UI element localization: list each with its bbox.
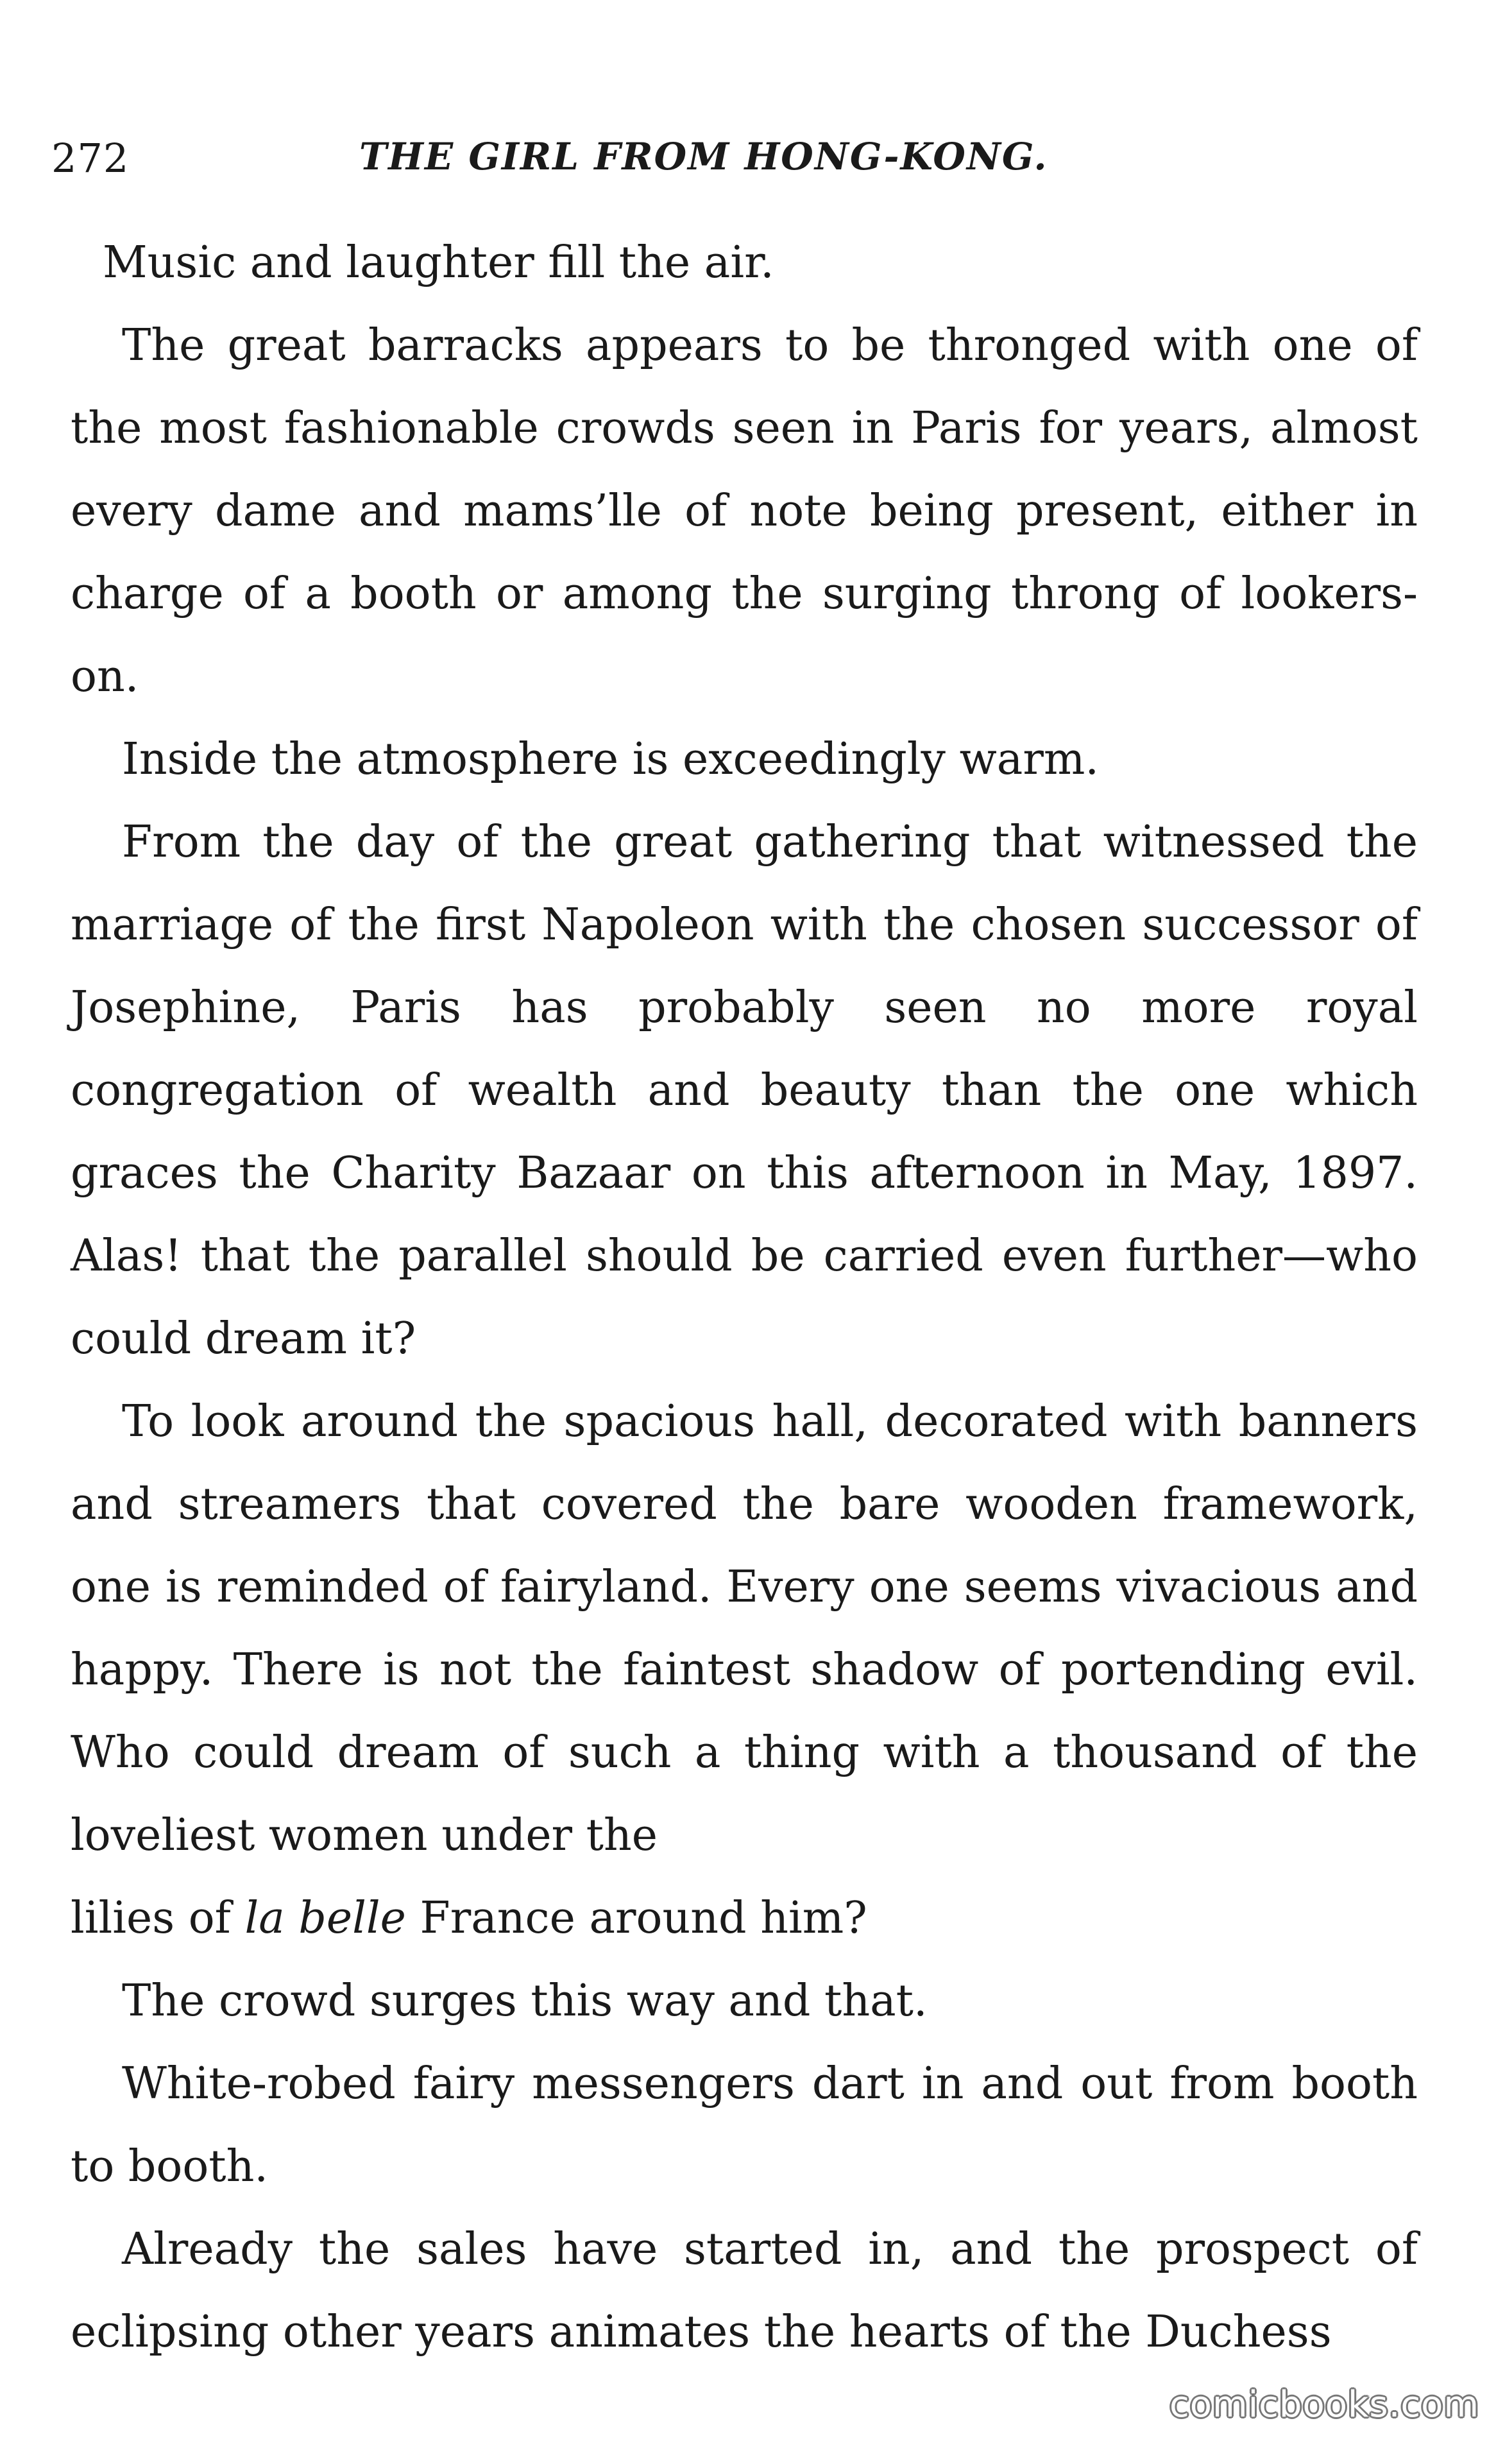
- paragraph: Inside the atmosphere is exceedingly warm.: [122, 734, 1099, 785]
- page-number: 272: [51, 135, 130, 182]
- text-run: lilies of: [71, 1893, 245, 1944]
- italic-phrase: la belle: [244, 1893, 406, 1944]
- running-head: THE GIRL FROM HONG-KONG.: [359, 135, 1048, 178]
- paragraph: The crowd surges this way and that.: [122, 1976, 928, 2026]
- paragraph: From the day of the great gathering that witnessed the marriage of the first Napoleon with the chosen successor of Josephine, Paris has probably seen no more royal congregation of wealth and beauty than the one which graces the Charity Bazaar on this afternoon in May, 1897. Alas! that the parallel should be carried even further—who could dream it?: [71, 817, 1418, 1364]
- paragraph: Already the sales have started in, and the prospect of eclipsing other years animates the hearts of the Duchess: [71, 2224, 1418, 2357]
- text-run: France around him?: [405, 1893, 867, 1944]
- paragraph: To look around the spacious hall, decorated with banners and streamers that covered the bare wooden framework, one is reminded of fairyland. Every one seems vivacious and happy. There is not the faintest shadow of portending evil. Who could dream of such a thing with a thousand of the loveliest women under the: [71, 1396, 1418, 1861]
- paragraph: [71, 1877, 1418, 1960]
- watermark-logo: comicbooks.com: [1169, 2384, 1479, 2426]
- paragraph: Music and laughter fill the air.: [103, 237, 774, 288]
- paragraph: The great barracks appears to be thronged with one of the most fashionable crowds seen in Paris for years, almost every dame and mams’lle of note being present, either in charge of a booth or among the surging throng of lookers-on.: [71, 320, 1418, 702]
- paragraph: White-robed fairy messengers dart in and out from booth to booth.: [71, 2058, 1418, 2192]
- body-text: [71, 221, 1418, 2374]
- page-header: [51, 135, 1399, 186]
